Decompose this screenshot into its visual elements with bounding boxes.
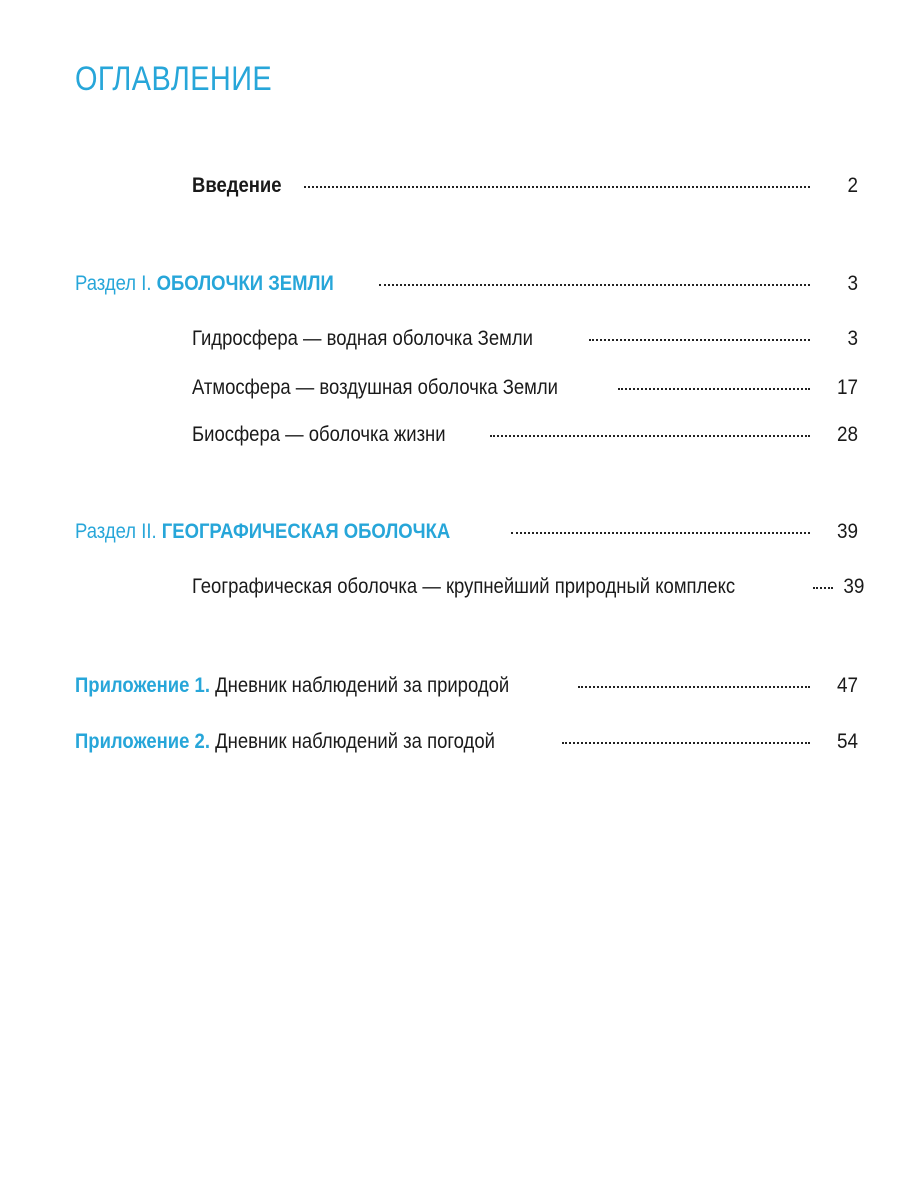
appendix-prefix: Приложение 1.	[75, 674, 216, 697]
toc-page-number: 39	[836, 520, 858, 543]
section-title: ОБОЛОЧКИ ЗЕМЛИ	[156, 272, 334, 295]
dot-leader	[379, 284, 810, 286]
toc-entry-intro[interactable]	[192, 172, 858, 200]
toc-page-number: 39	[843, 575, 865, 598]
dot-leader	[589, 339, 810, 341]
dot-leader	[813, 587, 833, 589]
toc-page-number: 47	[836, 674, 858, 697]
toc-entry-title: Гидросфера — водная оболочка Земли	[192, 327, 533, 350]
toc-entry-biosphere[interactable]	[192, 421, 858, 449]
toc-page-number: 54	[836, 730, 858, 753]
toc-entry-title: Географическая оболочка — крупнейший природный комплекс	[192, 575, 736, 598]
toc-page-number: 28	[836, 423, 858, 446]
toc-entry-title: Атмосфера — воздушная оболочка Земли	[192, 376, 558, 399]
dot-leader	[490, 435, 810, 437]
toc-section-1[interactable]	[75, 270, 858, 298]
toc-page-number: 3	[847, 327, 858, 350]
toc-page-number: 17	[836, 376, 858, 399]
toc-page-number: 2	[847, 174, 858, 197]
dot-leader	[511, 532, 810, 534]
toc-appendix-1[interactable]	[75, 672, 858, 700]
toc-page-number: 3	[847, 272, 858, 295]
toc-entry-atmosphere[interactable]	[192, 374, 858, 402]
section-prefix: Раздел II.	[75, 520, 162, 543]
dot-leader	[304, 186, 810, 188]
dot-leader	[578, 686, 810, 688]
section-title: ГЕОГРАФИЧЕСКАЯ ОБОЛОЧКА	[161, 520, 451, 543]
toc-appendix-2[interactable]	[75, 728, 858, 756]
page-title: ОГЛАВЛЕНИЕ	[75, 60, 273, 98]
dot-leader	[618, 388, 810, 390]
appendix-title: Дневник наблюдений за погодой	[215, 730, 495, 753]
appendix-prefix: Приложение 2.	[75, 730, 216, 753]
toc-entry-geographic-shell[interactable]	[192, 573, 865, 601]
toc-entry-title: Биосфера — оболочка жизни	[192, 423, 446, 446]
dot-leader	[562, 742, 810, 744]
toc-entry-title: Введение	[192, 174, 282, 197]
appendix-title: Дневник наблюдений за природой	[215, 674, 510, 697]
toc-section-2[interactable]	[75, 518, 858, 546]
toc-entry-hydrosphere[interactable]	[192, 325, 858, 353]
section-prefix: Раздел I.	[75, 272, 157, 295]
